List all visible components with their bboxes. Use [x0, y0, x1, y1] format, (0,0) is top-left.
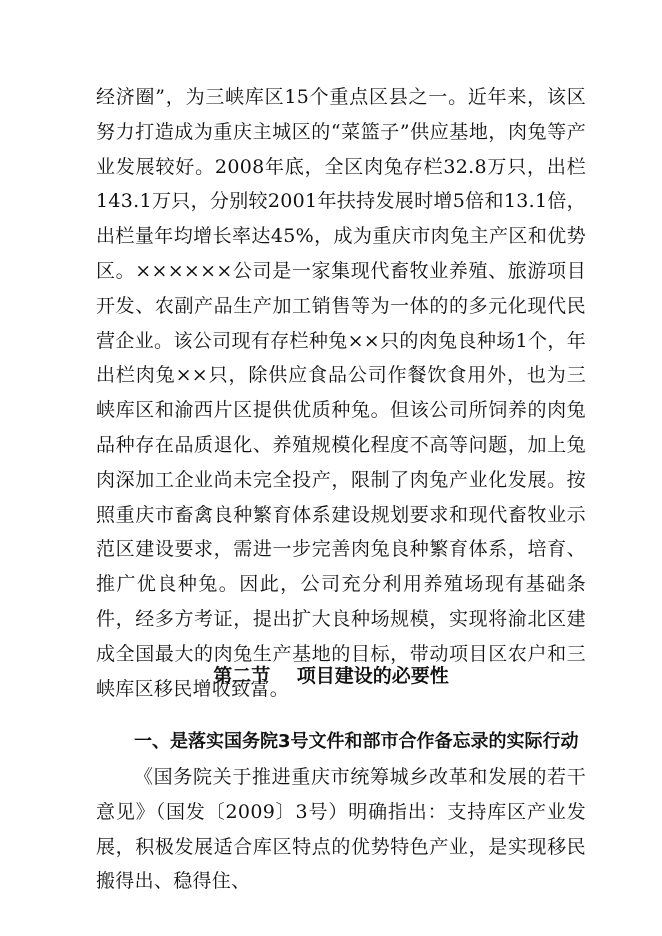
body-paragraph-2: 《国务院关于推进重庆市统筹城乡改革和发展的若干意见》（国发〔2009〕3号）明确指出：支持库区产业发展，积极发展适合库区特点的优势特色产业，是实现移民搬得出、稳得住、: [96, 766, 586, 893]
subsection-title: 一、是落实国务院3号文件和部市合作备忘录的实际行动: [134, 731, 579, 752]
section-title: 第二节 项目建设的必要性: [213, 665, 449, 687]
body-paragraph-1: 经济圈”，为三峡库区15个重点区县之一。近年来，该区努力打造成为重庆主城区的“菜篮子”供应基地，肉兔等产业发展较好。2008年底，全区肉兔存栏32.8万只，出栏143.1万只，分别较2001年扶持发展时增5倍和13.1倍，出栏量年均增长率达45%，成为重庆市肉兔主产区和优势区。××××××公司是一家集现代畜牧业养殖、旅游项目开发、农副产品生产加工销售等为一体的的多元化现代民营企业。该公司现有存栏种兔××只的肉兔良种场1个，年出栏肉兔××只，除供应食品公司作餐饮食用外，也为三峡库区和渝西片区提供优质种兔。但该公司所饲养的肉兔品种存在品质退化、养殖规模化程度不高等问题，加上兔肉深加工企业尚未完全投产，限制了肉兔产业化发展。按照重庆市畜禽良种繁育体系建设规划要求和现代畜牧业示范区建设要求，需进一步完善肉兔良种繁育体系，培育、推广优良种兔。因此，公司充分利用养殖场现有基础条件，经多方考证，提出扩大良种场规模，实现将渝北区建成全国最大的肉兔生产基地的目标，带动项目区农户和三峡库区移民增收致富。: [96, 86, 586, 700]
